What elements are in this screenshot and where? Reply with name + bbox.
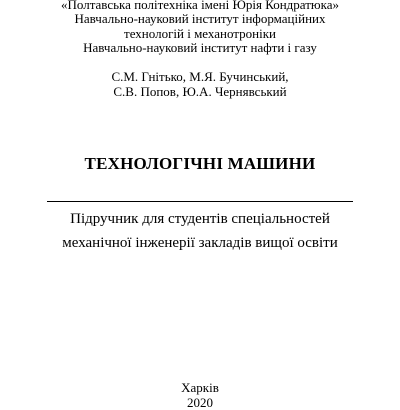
publication-year: 2020 [187, 395, 213, 410]
book-title: ТЕХНОЛОГІЧНІ МАШИНИ [84, 154, 316, 173]
title-divider [47, 201, 353, 202]
institution-line-4: Навчально-науковий інститут нафти і газу [83, 40, 317, 55]
institution-line-1: «Полтавська політехніка імені Юрія Кондратюка» [60, 0, 340, 12]
subtitle-line-1: Підручник для студентів спеціальностей [70, 211, 330, 227]
subtitle-line-2: механічної інженерії закладів вищої освіти [62, 235, 338, 251]
institution-line-3: технологій і механотроніки [124, 26, 276, 41]
authors-line-1: С.М. Гнітько, М.Я. Бучинський, [111, 69, 289, 84]
authors-line-2: С.В. Попов, Ю.А. Чернявський [113, 84, 287, 99]
institution-line-2: Навчально-науковий інститут інформаційних [74, 11, 326, 26]
publication-city: Харків [181, 380, 219, 395]
